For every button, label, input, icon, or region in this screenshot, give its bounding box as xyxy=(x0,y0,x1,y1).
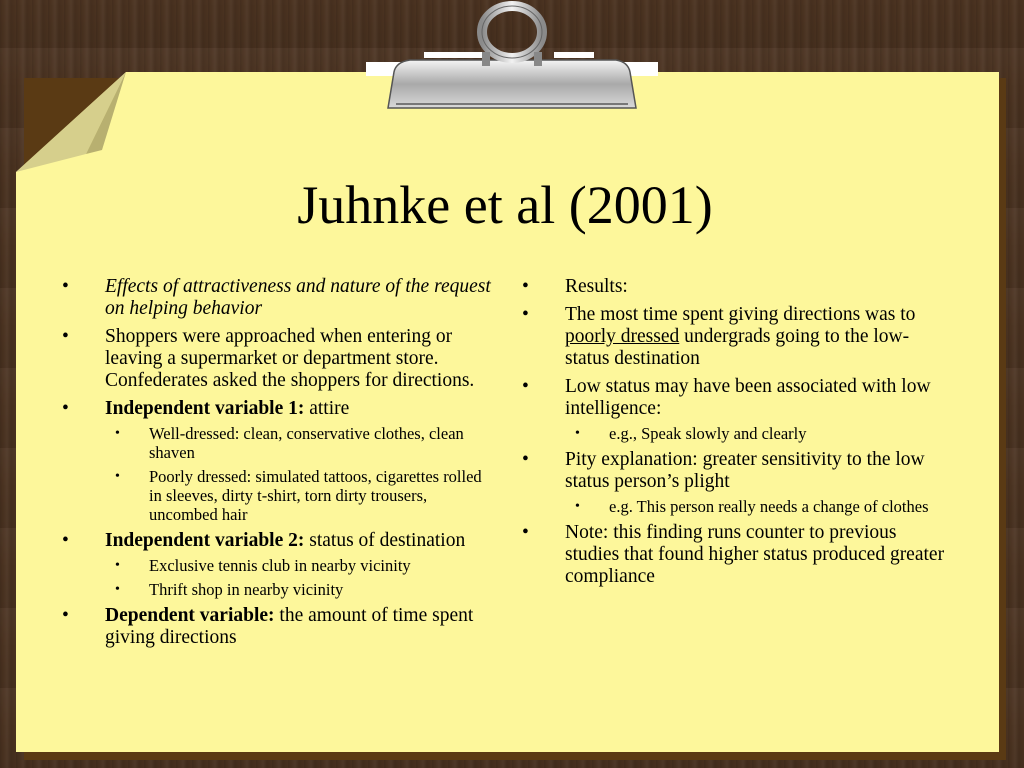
bullet-icon: • xyxy=(62,326,69,347)
iv2-sub-item xyxy=(105,580,492,599)
bullet-icon: • xyxy=(522,449,529,470)
study-aim-text: Effects of attractiveness and nature of the request on helping behavior xyxy=(105,276,491,319)
bullet-results xyxy=(522,276,952,298)
bullet-iv1 xyxy=(62,398,492,524)
bullet-procedure xyxy=(62,326,492,392)
bullet-note xyxy=(522,522,952,588)
low-status-sub-item xyxy=(565,424,952,443)
sub-item-text: Well-dressed: clean, conservative clothes, clean shaven xyxy=(149,424,464,462)
finding-text-post: undergrads going to the low-status destination xyxy=(565,326,910,369)
bullet-pity xyxy=(522,449,952,516)
sub-item-text: Exclusive tennis club in nearby vicinity xyxy=(149,556,411,575)
bullet-finding xyxy=(522,304,952,370)
finding-text-pre: The most time spent giving directions was to xyxy=(565,304,916,325)
left-column xyxy=(62,276,492,655)
page-curl-icon xyxy=(16,72,126,172)
pity-text: Pity explanation: greater sensitivity to the low status person’s plight xyxy=(565,449,925,492)
sub-item-text: Thrift shop in nearby vicinity xyxy=(149,580,344,599)
iv1-text: attire xyxy=(304,398,350,419)
iv1-sub-item xyxy=(105,424,492,462)
pity-sub-item xyxy=(565,497,952,516)
sub-item-text: Poorly dressed: simulated tattoos, cigarettes rolled in sleeves, dirty t-shirt, torn dirty trousers, uncombed hair xyxy=(149,467,482,524)
bullet-icon: • xyxy=(522,276,529,297)
bullet-iv2 xyxy=(62,530,492,599)
procedure-text: Shoppers were approached when entering or leaving a supermarket or department store. Confederates asked the shoppers for directions. xyxy=(105,326,475,391)
iv1-label: Independent variable 1: xyxy=(105,398,305,419)
dv-label: Dependent variable: xyxy=(105,605,275,626)
slide-title: Juhnke et al (2001) xyxy=(297,175,713,235)
bullet-icon: • xyxy=(522,522,529,543)
bullet-effects xyxy=(62,276,492,320)
sub-bullet-icon: • xyxy=(575,426,580,441)
iv2-text: status of destination xyxy=(304,530,466,551)
results-heading: Results: xyxy=(565,276,628,297)
right-column xyxy=(522,276,952,594)
bullet-icon: • xyxy=(62,530,69,551)
binder-clip-icon xyxy=(366,0,658,112)
note-text: Note: this finding runs counter to previous studies that found higher status produced greater compliance xyxy=(565,522,945,587)
bullet-icon: • xyxy=(62,398,69,419)
dv-text: the amount of time spent giving directions xyxy=(105,605,474,648)
sub-item-text: e.g., Speak slowly and clearly xyxy=(609,424,807,443)
sub-item-text: e.g. This person really needs a change of clothes xyxy=(609,497,929,516)
bullet-icon: • xyxy=(522,376,529,397)
bullet-low-status xyxy=(522,376,952,443)
bullet-icon: • xyxy=(62,605,69,626)
finding-underlined: poorly dressed xyxy=(565,326,680,347)
iv1-sub-item xyxy=(105,467,492,524)
bullet-icon: • xyxy=(62,276,69,297)
sub-bullet-icon: • xyxy=(115,582,120,597)
iv2-sub-item xyxy=(105,556,492,575)
low-status-text: Low status may have been associated with low intelligence: xyxy=(565,376,931,419)
sub-bullet-icon: • xyxy=(115,469,120,484)
sub-bullet-icon: • xyxy=(575,499,580,514)
sub-bullet-icon: • xyxy=(115,426,120,441)
sub-bullet-icon: • xyxy=(115,558,120,573)
iv2-label: Independent variable 2: xyxy=(105,530,305,551)
bullet-dv xyxy=(62,605,492,649)
bullet-icon: • xyxy=(522,304,529,325)
